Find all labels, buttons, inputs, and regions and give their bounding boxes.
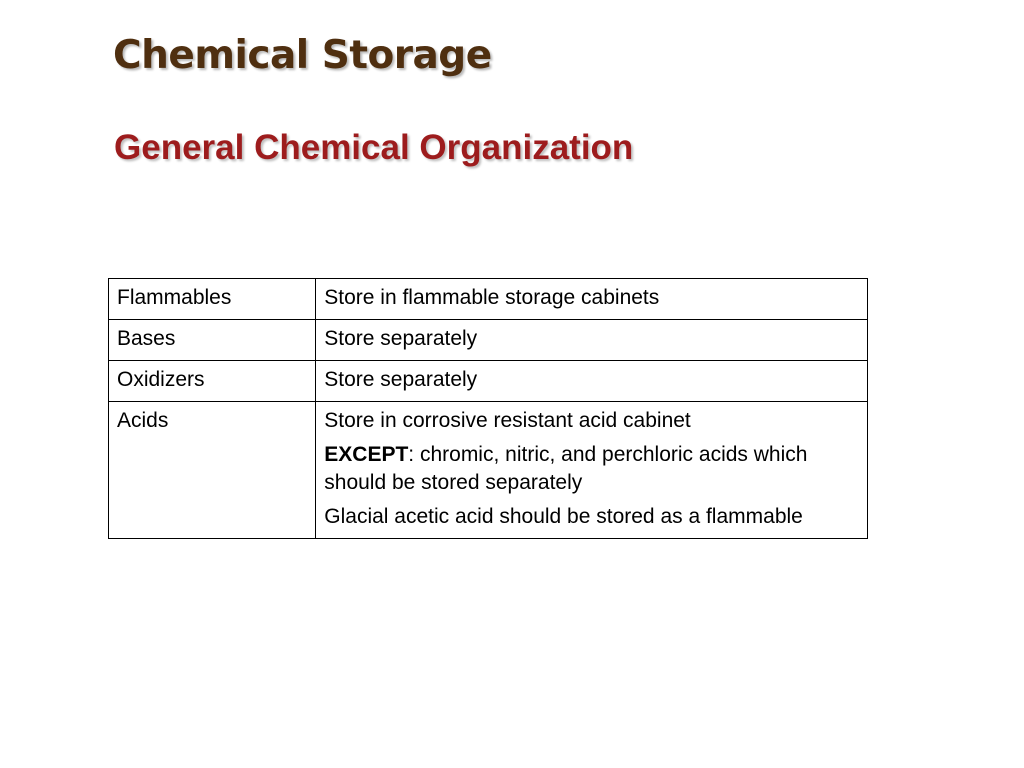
category-cell: Oxidizers xyxy=(109,361,316,402)
slide-title: Chemical Storage xyxy=(113,33,492,78)
instruction-text: Store in corrosive resistant acid cabinet xyxy=(324,409,691,432)
category-cell: Flammables xyxy=(109,279,316,320)
instruction-cell: Store separately xyxy=(316,320,868,361)
category-cell: Acids xyxy=(109,402,316,539)
table-row xyxy=(109,279,868,320)
table-row xyxy=(109,320,868,361)
instruction-cell: Store in flammable storage cabinets xyxy=(316,279,868,320)
instruction-cell: Store separately xyxy=(316,361,868,402)
category-cell: Bases xyxy=(109,320,316,361)
note-text: Glacial acetic acid should be stored as a flammable xyxy=(324,505,803,528)
exception-text: : chromic, nitric, and perchloric acids which should be stored separately xyxy=(324,443,808,494)
exception-paragraph xyxy=(324,441,859,497)
slide-subtitle: General Chemical Organization xyxy=(114,128,634,167)
exception-label: EXCEPT xyxy=(324,443,409,466)
chemical-storage-table xyxy=(108,278,868,539)
table-row xyxy=(109,361,868,402)
table-row xyxy=(109,402,868,539)
instruction-cell xyxy=(316,402,868,539)
